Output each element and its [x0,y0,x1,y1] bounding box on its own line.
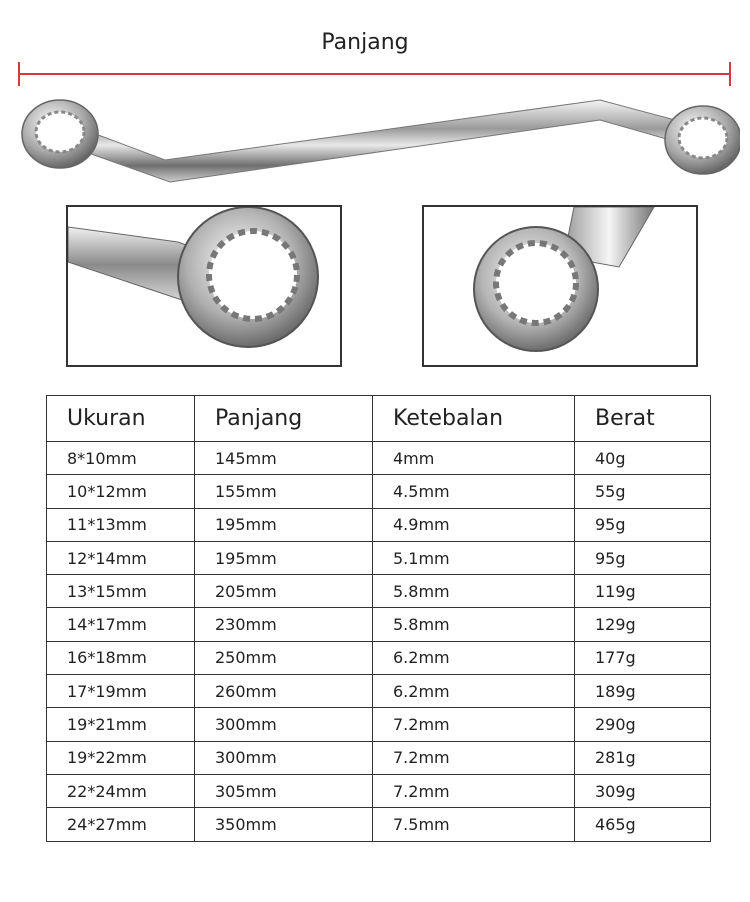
cell-size: 11*13mm [47,508,195,541]
cell-length: 195mm [195,508,373,541]
cell-weight: 119g [575,575,711,608]
cell-size: 12*14mm [47,541,195,574]
cell-length: 145mm [195,442,373,475]
cell-length: 250mm [195,641,373,674]
cell-length: 205mm [195,575,373,608]
spec-table [46,395,711,842]
cell-weight: 465g [575,808,711,841]
cell-thickness: 6.2mm [373,675,575,708]
cell-size: 13*15mm [47,575,195,608]
wrench-ring-end-icon [424,207,696,365]
cell-thickness: 4mm [373,442,575,475]
cell-thickness: 5.8mm [373,575,575,608]
header-panjang: Panjang [195,396,373,442]
table-row [47,475,711,508]
length-dimension-cap-left [18,62,20,86]
cell-weight: 281g [575,741,711,774]
table-row [47,741,711,774]
cell-length: 260mm [195,675,373,708]
header-berat: Berat [575,396,711,442]
cell-weight: 189g [575,675,711,708]
cell-size: 17*19mm [47,675,195,708]
cell-size: 8*10mm [47,442,195,475]
detail-image-left [66,205,342,367]
cell-size: 14*17mm [47,608,195,641]
cell-weight: 177g [575,641,711,674]
cell-weight: 309g [575,774,711,807]
header-ukuran: Ukuran [47,396,195,442]
table-row [47,675,711,708]
cell-size: 24*27mm [47,808,195,841]
length-dimension-line [18,73,730,75]
table-row [47,442,711,475]
cell-size: 10*12mm [47,475,195,508]
cell-thickness: 4.5mm [373,475,575,508]
cell-size: 19*21mm [47,708,195,741]
table-row [47,708,711,741]
cell-thickness: 4.9mm [373,508,575,541]
table-row [47,508,711,541]
wrench-ring-end-icon [68,207,340,365]
cell-length: 305mm [195,774,373,807]
cell-thickness: 7.2mm [373,774,575,807]
wrench-icon [15,92,740,192]
table-row [47,808,711,841]
cell-size: 22*24mm [47,774,195,807]
header-ketebalan: Ketebalan [373,396,575,442]
cell-length: 230mm [195,608,373,641]
cell-size: 16*18mm [47,641,195,674]
cell-length: 300mm [195,741,373,774]
cell-thickness: 7.5mm [373,808,575,841]
cell-thickness: 5.1mm [373,541,575,574]
table-row [47,541,711,574]
table-row [47,774,711,807]
cell-length: 350mm [195,808,373,841]
detail-image-right [422,205,698,367]
table-row [47,608,711,641]
cell-thickness: 7.2mm [373,708,575,741]
table-row [47,641,711,674]
cell-length: 155mm [195,475,373,508]
cell-thickness: 6.2mm [373,641,575,674]
cell-weight: 290g [575,708,711,741]
cell-weight: 40g [575,442,711,475]
table-row [47,575,711,608]
page-title: Panjang [321,30,409,55]
cell-size: 19*22mm [47,741,195,774]
cell-thickness: 5.8mm [373,608,575,641]
cell-length: 195mm [195,541,373,574]
cell-thickness: 7.2mm [373,741,575,774]
table-header-row [47,396,711,442]
cell-weight: 129g [575,608,711,641]
cell-weight: 55g [575,475,711,508]
cell-weight: 95g [575,508,711,541]
cell-weight: 95g [575,541,711,574]
cell-length: 300mm [195,708,373,741]
length-dimension-cap-right [729,62,731,86]
